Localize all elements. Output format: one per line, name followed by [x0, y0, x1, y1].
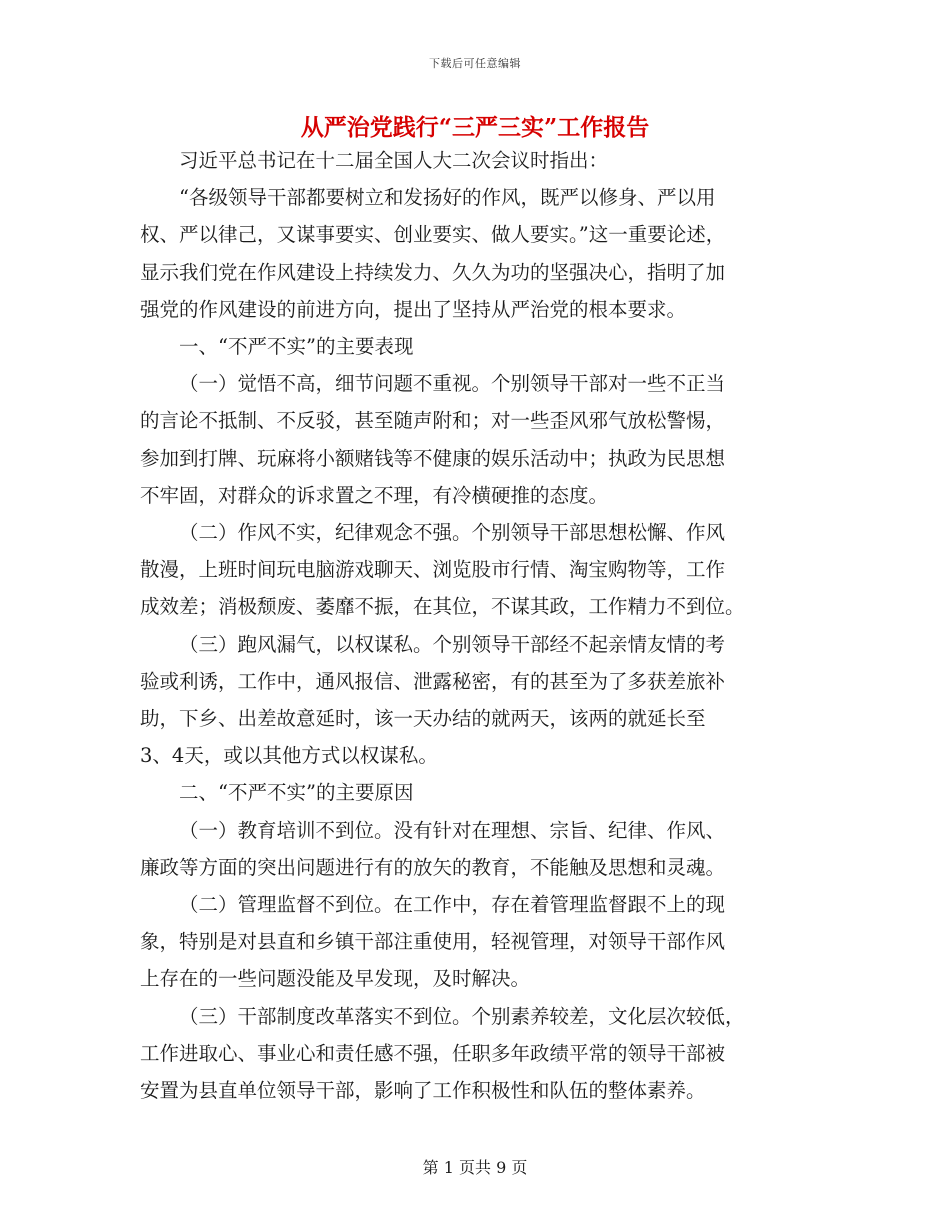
- page-header-note: 下载后可任意编辑: [429, 57, 521, 70]
- paragraph-manifestation-3: （三）跑风漏气，以权谋私。个别领导干部经不起亲情友情的考 验或利诱，工作中，通风报信、泄露秘密，有的甚至为了多获差旅补 助，下乡、出差故意延时，该一天办结的就两天，该两的就延长至 3、4天，或以其他方式以权谋私。: [140, 632, 726, 768]
- paragraph-manifestation-2: （二）作风不实，纪律观念不强。个别领导干部思想松懈、作风 散漫，上班时间玩电脑游戏聊天、浏览股市行情、淘宝购物等，工作 成效差；消极颓废、萎靡不振，在其位，不谋其政，工作精力不到位。: [140, 521, 745, 619]
- paragraph-cause-1: （一）教育培训不到位。没有针对在理想、宗旨、纪律、作风、 廉政等方面的突出问题进行有的放矢的教育，不能触及思想和灵魂。: [140, 818, 726, 879]
- page-number-footer: 第 1 页共 9 页: [422, 1158, 528, 1177]
- document-body: [140, 142, 808, 1109]
- section-heading-manifestations: 一、“不严不实”的主要表现: [179, 335, 414, 359]
- paragraph-intro: 习近平总书记在十二届全国人大二次会议时指出：: [179, 149, 609, 172]
- section-heading-causes: 二、“不严不实”的主要原因: [179, 781, 414, 805]
- document-title: 从严治党践行“三严三实”工作报告: [300, 114, 650, 141]
- paragraph-cause-3: （三）干部制度改革落实不到位。个别素养较差，文化层次较低， 工作进取心、事业心和责任感不强，任职多年政绩平常的领导干部被 安置为县直单位领导干部，影响了工作积极性和队伍的整体素养。: [140, 1004, 745, 1103]
- paragraph-manifestation-1: （一）觉悟不高，细节问题不重视。个别领导干部对一些不正当 的言论不抵制、不反驳，甚至随声附和；对一些歪风邪气放松警惕， 参加到打牌、玩麻将小额赌钱等不健康的娱乐活动中；执政为民思想 不牢固，对群众的诉求置之不理，有冷横硬推的态度。: [140, 372, 726, 507]
- paragraph-quote: “各级领导干部都要树立和发扬好的作风，既严以修身、严以用 权、严以律己，又谋事要实、创业要实、做人要实。”这一重要论述， 显示我们党在作风建设上持续发力、久久为功的坚强决心，指明了加 强党的作风建设的前进方向，提出了坚持从严治党的根本要求。: [140, 186, 726, 321]
- paragraph-cause-2: （二）管理监督不到位。在工作中，存在着管理监督跟不上的现 象，特别是对县直和乡镇干部注重使用，轻视管理，对领导干部作风 上存在的一些问题没能及早发现，及时解决。: [140, 893, 726, 991]
